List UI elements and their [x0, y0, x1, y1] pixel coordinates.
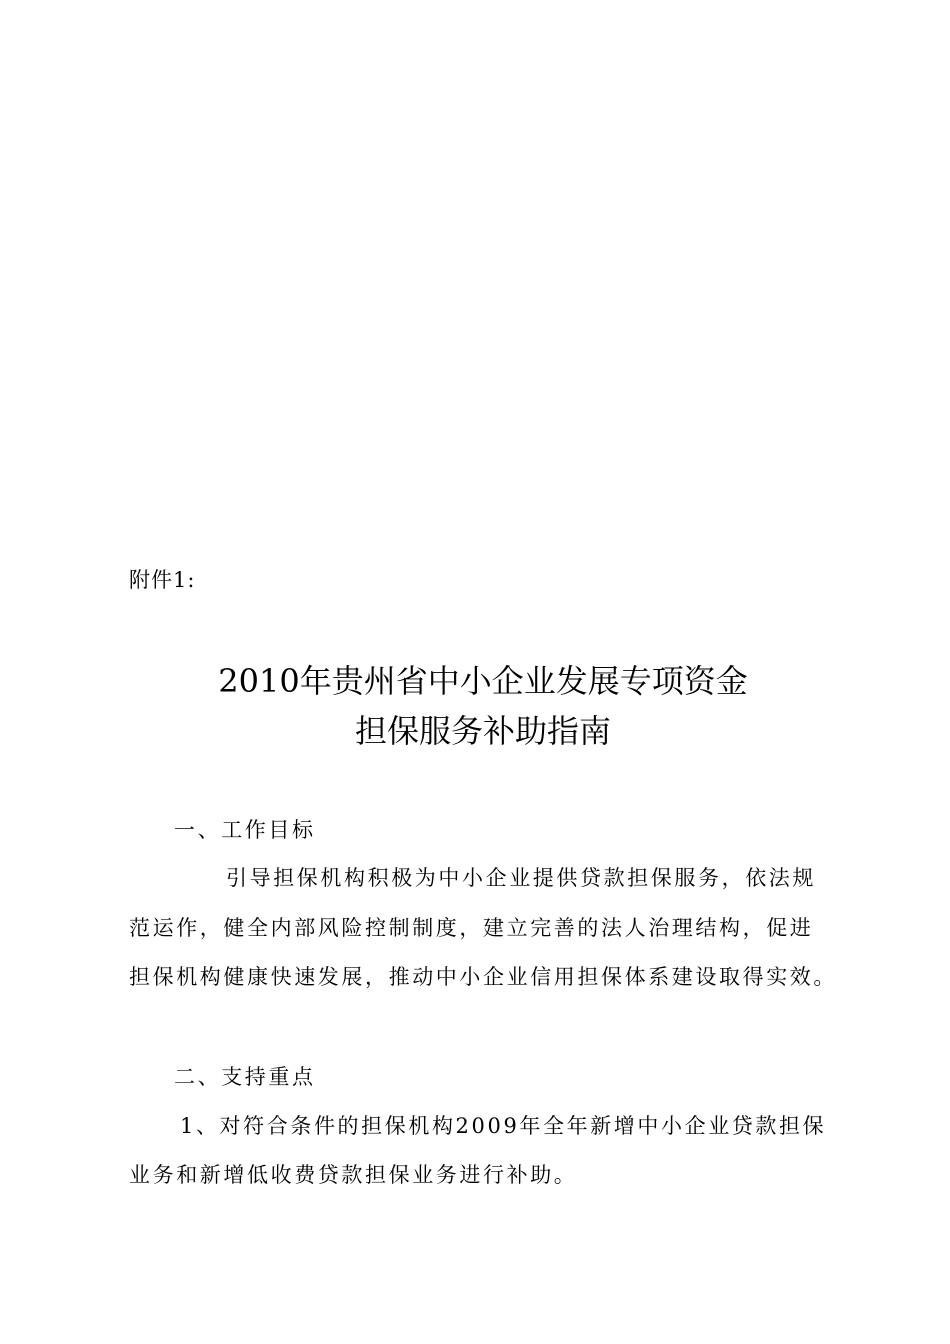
attachment-label: 附件1: — [129, 568, 196, 592]
section-heading-work-goals: 一、工作目标 — [174, 818, 316, 842]
paragraph-line: 业务和新增低收费贷款担保业务进行补助。 — [129, 1163, 578, 1187]
section-heading-support-focus: 二、支持重点 — [174, 1065, 316, 1089]
document-title-line-1: 2010年贵州省中小企业发展专项资金 — [218, 662, 748, 700]
paragraph-line: 担保机构健康快速发展，推动中小企业信用担保体系建设取得实效。 — [129, 965, 837, 989]
document-title-line-2: 担保服务补助指南 — [354, 712, 611, 750]
paragraph-line: 范运作，健全内部风险控制制度，建立完善的法人治理结构，促进 — [129, 916, 814, 940]
paragraph-line: 引导担保机构积极为中小企业提供贷款担保服务，依法规 — [226, 866, 816, 890]
paragraph-line: 1、对符合条件的担保机构2009年全年新增中小企业贷款担保 — [180, 1114, 827, 1138]
